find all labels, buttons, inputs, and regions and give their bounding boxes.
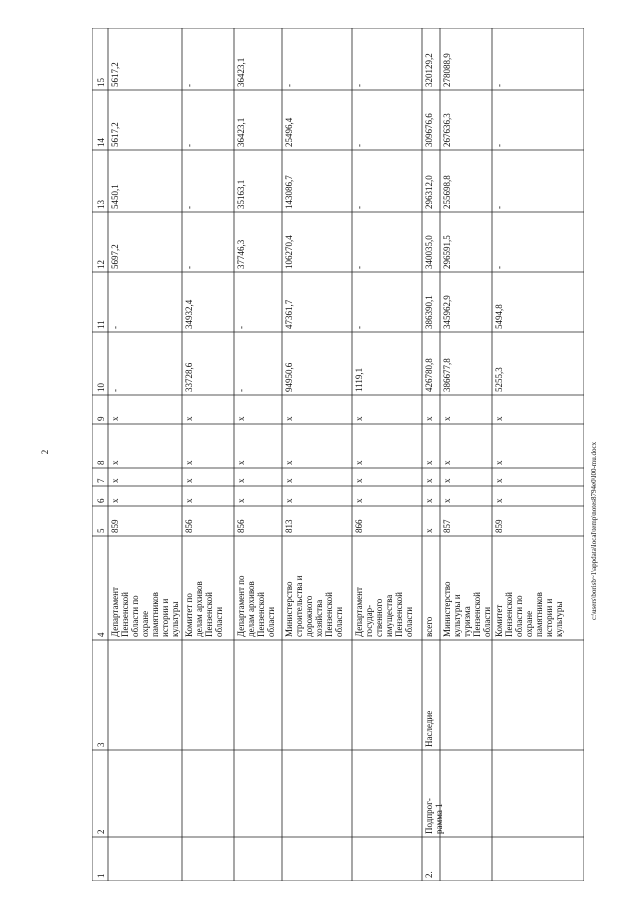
cell-r7-c14-text: 267636,3 <box>442 113 452 147</box>
footer-file-path <box>590 441 600 628</box>
cell-r3-c11-text: - <box>236 326 246 329</box>
cell-r6-c5-text: х <box>424 528 434 533</box>
cell-r5-c15-text: - <box>354 84 364 87</box>
column-number-6-text: 6 <box>96 498 106 503</box>
cell-r5-c7-text: х <box>354 478 364 483</box>
cell-r1-c6-text: х <box>110 498 120 503</box>
cell-r2-c11-text: 34932,4 <box>184 299 194 329</box>
cell-r7-c6-text: х <box>442 498 452 503</box>
cell-r4-c13-text: 143086,7 <box>284 175 294 209</box>
cell-r7-c11-text: 345962,9 <box>442 295 452 329</box>
cell-r5-c12-text: - <box>354 266 364 269</box>
cell-r5-c5-text: 866 <box>354 519 364 533</box>
cell-r6-c7-text: х <box>424 478 434 483</box>
cell-r5-c9-text: х <box>354 416 364 421</box>
cell-r8-c9-text: х <box>494 416 504 421</box>
cell-r5-c13-text: - <box>354 206 364 209</box>
cell-r7-c15-text: 278088,9 <box>442 53 452 87</box>
cell-r8-c12-text: - <box>494 266 504 269</box>
cell-r4-c15-text: - <box>284 84 294 87</box>
cell-r6-c10-text: 426780,8 <box>424 358 434 392</box>
cell-r3-c8-text: х <box>236 460 246 465</box>
page-number: 2 <box>40 449 50 455</box>
cell-r3-c14-text: 36423,1 <box>236 117 246 147</box>
cell-r6-c2-text: Подпрог- рамма 1 <box>424 798 444 834</box>
cell-r3-c12-text: 37746,3 <box>236 239 246 269</box>
cell-r3-c15-text: 36423,1 <box>236 57 246 87</box>
cell-r8-c13-text: - <box>494 206 504 209</box>
cell-r8-c4-text: Комитет Пензенской области по охране памятников истории и культуры <box>494 592 564 637</box>
cell-r7-c7-text: х <box>442 478 452 483</box>
cell-r6-c15-text: 320129,2 <box>424 53 434 87</box>
cell-r5-c6-text: х <box>354 498 364 503</box>
cell-r6-c8-text: х <box>424 460 434 465</box>
cell-r7-c12-text: 296591,5 <box>442 235 452 269</box>
cell-r6-c13-text: 296312,0 <box>424 175 434 209</box>
footer-path-text: c:\users\borisb~1\appdata\local\temp\notes8794e0\l00-mu.docx <box>590 441 598 620</box>
column-number-10-text: 10 <box>96 383 106 392</box>
cell-r4-c8-text: х <box>284 460 294 465</box>
cell-r4-c4-text: Министерство строительства и дорожного хозяйства Пензенской области <box>284 575 344 637</box>
cell-r2-c14-text: - <box>184 144 194 147</box>
cell-r6-c1-text: 2. <box>424 871 434 878</box>
cell-r5-c10-text: 1119,1 <box>354 367 364 392</box>
column-number-4-text: 4 <box>96 632 106 637</box>
cell-r2-c10-text: 33728,6 <box>184 362 194 392</box>
cell-r4-c5-text: 813 <box>284 519 294 533</box>
cell-r8-c10-text: 5255,3 <box>494 367 504 392</box>
cell-r3-c13-text: 35163,1 <box>236 179 246 209</box>
cell-r2-c7-text: х <box>184 478 194 483</box>
cell-r7-c13-text: 255698,8 <box>442 175 452 209</box>
cell-r4-c14-text: 25496,4 <box>284 117 294 147</box>
cell-r6-c11-text: 386390,1 <box>424 295 434 329</box>
cell-r4-c12-text: 106270,4 <box>284 235 294 269</box>
cell-r7-c4-text: Министерство культуры и туризма Пензенской области <box>442 581 492 637</box>
budget-table <box>92 28 584 881</box>
cell-r8-c8-text: х <box>494 460 504 465</box>
cell-r1-c10-text: - <box>110 389 120 392</box>
cell-r1-c15-text: 5617,2 <box>110 62 120 87</box>
column-number-3-text: 3 <box>96 742 106 747</box>
table-grid <box>92 28 584 881</box>
column-number-5-text: 5 <box>96 528 106 533</box>
column-number-9-text: 9 <box>96 416 106 421</box>
cell-r2-c9-text: х <box>184 416 194 421</box>
cell-r6-c12-text: 340035,0 <box>424 235 434 269</box>
cell-r5-c11-text: - <box>354 326 364 329</box>
cell-r8-c5-text: 859 <box>494 519 504 533</box>
cell-r1-c5-text: 859 <box>110 519 120 533</box>
cell-r3-c5-text: 856 <box>236 519 246 533</box>
cell-r5-c4-text: Департамент государ- ственного имущества Пензенской области <box>354 587 414 637</box>
cell-r8-c14-text: - <box>494 144 504 147</box>
cell-r6-c3-text: Наследие <box>424 710 434 747</box>
column-number-2-text: 2 <box>96 829 106 834</box>
cell-r6-c9-text: х <box>424 416 434 421</box>
cell-r4-c10-text: 94950,6 <box>284 362 294 392</box>
cell-r7-c8-text: х <box>442 460 452 465</box>
column-number-12-text: 12 <box>96 260 106 269</box>
cell-r3-c6-text: х <box>236 498 246 503</box>
cell-r8-c6-text: х <box>494 498 504 503</box>
cell-r8-c11-text: 5494,8 <box>494 304 504 329</box>
cell-r2-c4-text: Комитет по делам архивов Пензенской области <box>184 581 224 637</box>
column-number-15-text: 15 <box>96 78 106 87</box>
cell-r7-c5-text: 857 <box>442 519 452 533</box>
column-number-14-text: 14 <box>96 138 106 147</box>
cell-r8-c15-text: - <box>494 84 504 87</box>
column-number-11-text: 11 <box>96 320 106 329</box>
cell-r1-c12-text: 5697,2 <box>110 244 120 269</box>
column-number-7-text: 7 <box>96 478 106 483</box>
cell-r2-c8-text: х <box>184 460 194 465</box>
cell-r2-c5-text: 856 <box>184 519 194 533</box>
cell-r1-c13-text: 5450,1 <box>110 184 120 209</box>
cell-r5-c8-text: х <box>354 460 364 465</box>
column-number-13-text: 13 <box>96 200 106 209</box>
cell-r6-c4-text: всего <box>424 616 434 637</box>
cell-r8-c7-text: х <box>494 478 504 483</box>
cell-r2-c13-text: - <box>184 206 194 209</box>
cell-r2-c12-text: - <box>184 266 194 269</box>
cell-r6-c14-text: 309676,6 <box>424 113 434 147</box>
cell-r1-c11-text: - <box>110 326 120 329</box>
cell-r4-c9-text: х <box>284 416 294 421</box>
cell-r3-c10-text: - <box>236 389 246 392</box>
cell-r7-c9-text: х <box>442 416 452 421</box>
cell-r1-c14-text: 5617,2 <box>110 122 120 147</box>
cell-r1-c9-text: х <box>110 416 120 421</box>
cell-r6-c6-text: х <box>424 498 434 503</box>
cell-r1-c4-text: Департамент Пензенской области по охране памятников истории и культуры <box>110 587 180 637</box>
cell-r3-c7-text: х <box>236 478 246 483</box>
cell-r4-c11-text: 47361,7 <box>284 299 294 329</box>
cell-r1-c7-text: х <box>110 478 120 483</box>
cell-r2-c15-text: - <box>184 84 194 87</box>
cell-r3-c9-text: х <box>236 416 246 421</box>
cell-r1-c8-text: х <box>110 460 120 465</box>
cell-r4-c7-text: х <box>284 478 294 483</box>
cell-r7-c10-text: 386677,8 <box>442 358 452 392</box>
cell-r2-c6-text: х <box>184 498 194 503</box>
cell-r4-c6-text: х <box>284 498 294 503</box>
column-number-1-text: 1 <box>96 873 106 878</box>
column-number-8-text: 8 <box>96 460 106 465</box>
cell-r5-c14-text: - <box>354 144 364 147</box>
cell-r3-c4-text: Департамент по делам архивов Пензенской области <box>236 575 276 637</box>
